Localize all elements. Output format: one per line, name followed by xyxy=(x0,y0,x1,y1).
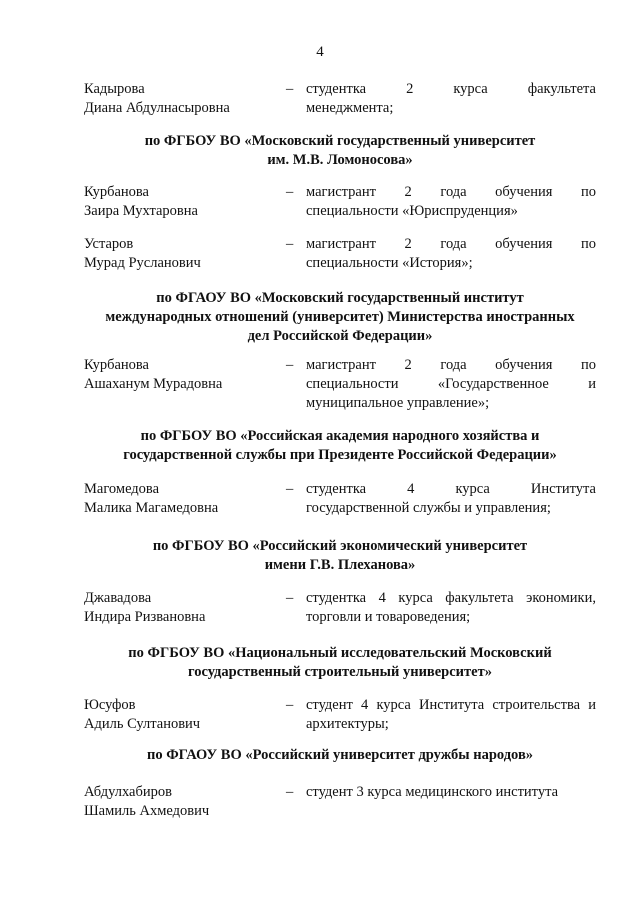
person-description: студентка 4 курса Института государственной службы и управления; xyxy=(306,481,596,516)
person-name: Юсуфов Адиль Султанович xyxy=(84,697,201,732)
page-number: 4 xyxy=(316,44,324,60)
dash: – xyxy=(286,357,294,373)
person-name: Курбанова Заира Мухтаровна xyxy=(84,184,198,219)
person-name: Курбанова Ашаханум Мурадовна xyxy=(84,357,223,392)
section-header: по ФГБОУ ВО «Национальный исследовательский Московский государственный строительный университет» xyxy=(128,645,552,680)
person-description: студент 4 курса Института строительства и архитектуры; xyxy=(306,697,596,732)
person-name: Магомедова Малика Магамедовна xyxy=(84,481,219,516)
section-header: по ФГБОУ ВО «Российская академия народного хозяйства и государственной службы при Президенте Российской Федерации» xyxy=(123,428,557,463)
person-description: студентка 4 курса факультета экономики, торговли и товароведения; xyxy=(306,590,596,625)
person-description: студентка 2 курса факультета менеджмента; xyxy=(306,81,596,116)
section-header: по ФГБОУ ВО «Московский государственный университет им. М.В. Ломоносова» xyxy=(144,133,536,168)
dash: – xyxy=(286,590,294,606)
person-name: Абдулхабиров Шамиль Ахмедович xyxy=(84,784,210,819)
section-header: по ФГАОУ ВО «Московский государственный институт международных отношений (университет) Министерства иностранных дел Российской Федерации» xyxy=(105,290,575,344)
person-description: магистрант 2 года обучения по специальности «История»; xyxy=(306,236,596,271)
person-name: Кадырова Диана Абдулнасыровна xyxy=(84,81,230,116)
dash: – xyxy=(286,236,294,252)
section-header: по ФГАОУ ВО «Российский университет дружбы народов» xyxy=(146,747,534,763)
person-description: магистрант 2 года обучения по специальности «Юриспруденция» xyxy=(306,184,596,219)
dash: – xyxy=(286,184,294,200)
dash: – xyxy=(286,784,294,800)
person-name: Устаров Мурад Русланович xyxy=(84,236,201,271)
dash: – xyxy=(286,481,294,497)
person-name: Джавадова Индира Ризвановна xyxy=(84,590,206,625)
dash: – xyxy=(286,81,294,97)
person-description: студент 3 курса медицинского института xyxy=(306,784,559,800)
person-description: магистрант 2 года обучения по специальности «Государственное и муниципальное управление»; xyxy=(306,357,596,411)
section-header: по ФГБОУ ВО «Российский экономический университет имени Г.В. Плеханова» xyxy=(152,538,528,573)
dash: – xyxy=(286,697,294,713)
